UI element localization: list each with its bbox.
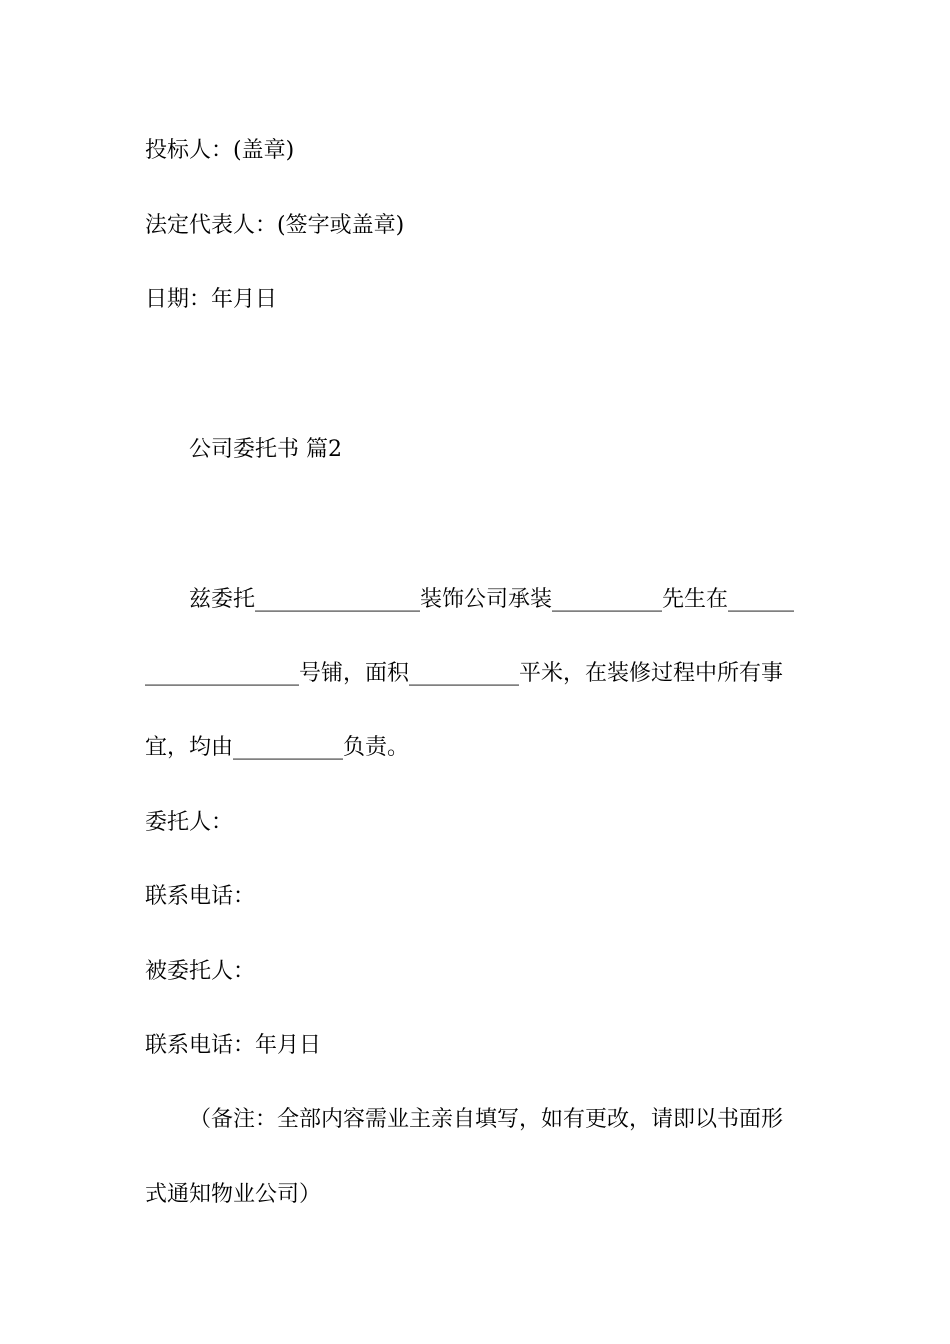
note-line-2: 式通知物业公司） <box>145 1182 322 1207</box>
agent-phone-date-line: 联系电话：年月日 <box>145 1033 322 1058</box>
note-line-1: （备注：全部内容需业主亲自填写，如有更改，请即以书面形 <box>189 1107 784 1132</box>
principal-line: 委托人： <box>145 810 234 835</box>
section-heading: 公司委托书 篇2 <box>189 437 342 462</box>
date-line: 日期：年月日 <box>145 287 278 312</box>
paragraph-line-1: 兹委托_______________装饰公司承装__________先生在______ <box>189 587 795 612</box>
principal-phone-line: 联系电话： <box>145 884 256 909</box>
legal-representative-line: 法定代表人：(签字或盖章) <box>145 213 405 238</box>
bidder-seal-line: 投标人：(盖章) <box>145 138 295 163</box>
paragraph-line-2: ______________号铺，面积__________平米，在装修过程中所有事 <box>145 661 784 686</box>
paragraph-line-3: 宜，均由__________负责。 <box>145 735 410 760</box>
agent-line: 被委托人： <box>145 959 256 984</box>
